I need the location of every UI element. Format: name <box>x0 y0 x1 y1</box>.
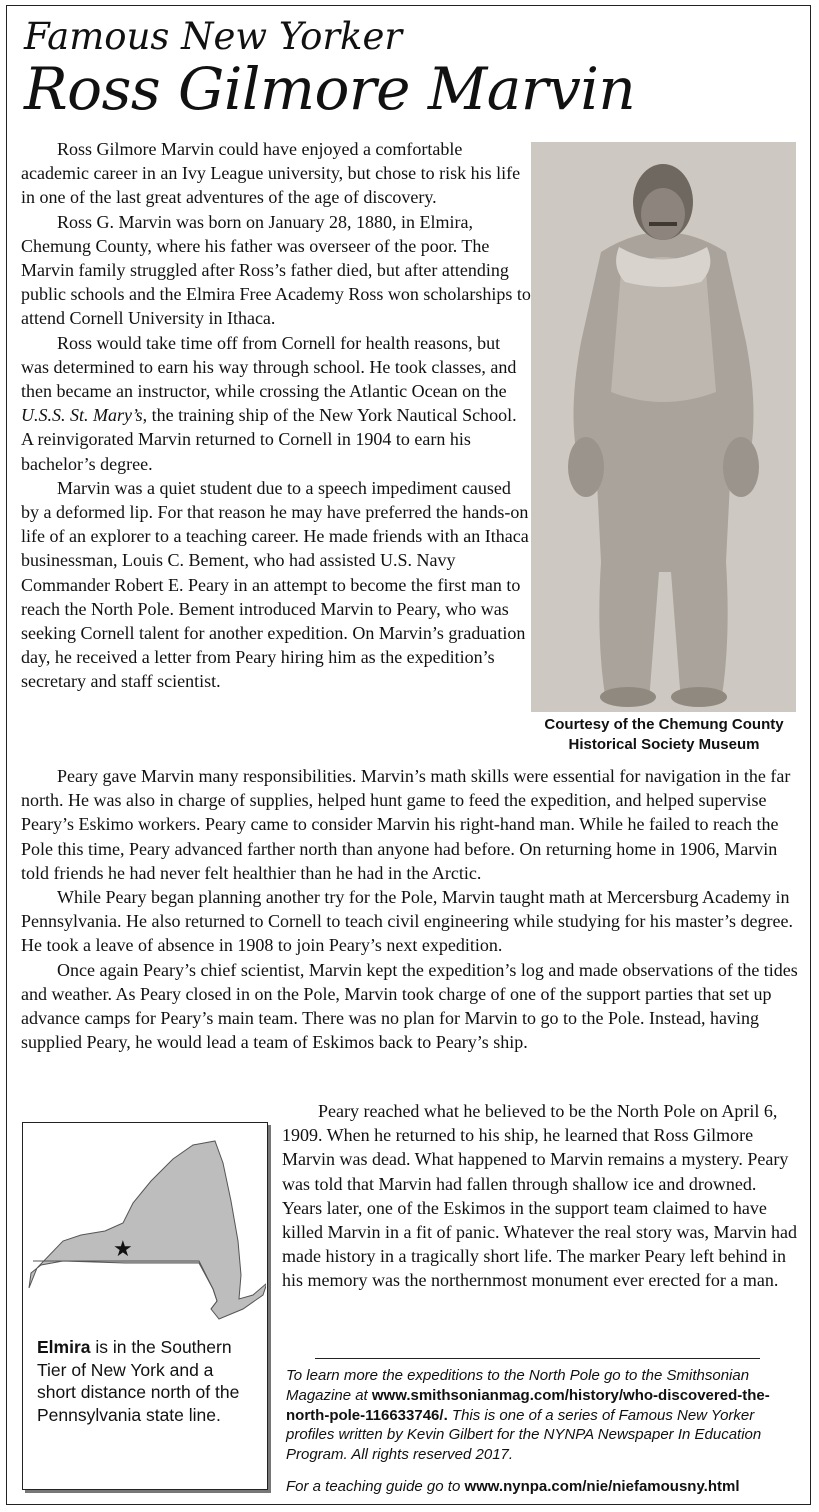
paragraph-intro: Ross Gilmore Marvin could have enjoyed a comfortable academic career in an Ivy League university, but chose to risk his life in one of the last great adventures of the age of discovery. <box>21 139 521 208</box>
more-info <box>286 1366 801 1465</box>
teaching-guide-text: For a teaching guide go to <box>286 1478 465 1495</box>
article-column-top <box>21 137 531 694</box>
paragraph-cornell-text-a: Ross would take time off from Cornell for health reasons, but was determined to earn his way through school. He took classes, and then became an instructor, while crossing the Atlantic Ocean on the <box>21 332 517 402</box>
paragraph-birth: Ross G. Marvin was born on January 28, 1880, in Elmira, Chemung County, where his father was overseer of the poor. The Marvin family struggled after Ross’s father died, but after attending public schools and the Elmira Free Academy Ross won scholarships to attend Cornell University in Ithaca. <box>21 211 531 329</box>
photo-caption: Courtesy of the Chemung County Historical Society Museum <box>544 716 784 753</box>
article-column-bottom <box>282 1099 797 1293</box>
map-caption-text: is in the Southern Tier of New York and a short distance north of the Pennsylvania state line. <box>37 1337 240 1425</box>
map-city: Elmira <box>37 1337 91 1357</box>
paragraph-peary-meeting: Marvin was a quiet student due to a speech impediment caused by a deformed lip. For that reason he may have preferred the hands-on life of an explorer to a teaching career. He made friends with an Ithaca businessman, Louis C. Bement, who had assisted U.S. Navy Commander Robert E. Peary in an attempt to become the first man to reach the North Pole. Bement introduced Marvin to Peary, who was seeking Cornell talent for another expedition. On Marvin’s graduation day, he received a letter from Peary hiring him as the expedition’s secretary and staff scientist. <box>21 477 529 692</box>
page-title: Ross Gilmore Marvin <box>24 55 636 123</box>
map-box <box>22 1122 268 1490</box>
ship-name: U.S.S. St. Mary’s <box>21 405 143 426</box>
map-caption <box>37 1336 257 1426</box>
paragraph-cornell-text-b: , the training ship of the New York Nautical School. A reinvigorated Marvin returned to Cornell in 1904 to earn his bachelor’s degree. <box>21 405 517 474</box>
new-york-state-map <box>23 1123 266 1333</box>
series-title: Famous New Yorker <box>24 15 403 58</box>
portrait-figure <box>531 142 796 712</box>
teaching-guide <box>286 1477 806 1497</box>
paragraph-responsibilities: Peary gave Marvin many responsibilities. Marvin’s math skills were essential for navigation in the far north. He was also in charge of supplies, helped hunt game to feed the expedition, and helped supervise Peary’s Eskimo workers. Peary came to consider Marvin his right-hand man. While he failed to reach the Pole this time, Peary advanced farther north than anyone had before. On returning home in 1906, Marvin told friends he had never felt healthier than he had in the Arctic. <box>21 766 791 883</box>
paragraph-expedition: Once again Peary’s chief scientist, Marvin kept the expedition’s log and made observations of the tides and weather. As Peary closed in on the Pole, Marvin took charge of one of the support parties that set up advance camps for Peary’s main team. There was no plan for Marvin to go to the Pole. Instead, having supplied Peary, he would lead a team of Eskimos back to Peary’s ship. <box>21 959 798 1053</box>
elmira-star-icon: ★ <box>113 1237 133 1262</box>
portrait-photo <box>531 142 796 712</box>
article-column-full <box>21 764 801 1054</box>
paragraph-mercersburg: While Peary began planning another try for the Pole, Marvin taught math at Mercersburg Academy in Pennsylvania. He also returned to Cornell to teach civil engineering while studying for his master’s degree. He took a leave of absence in 1908 to join Peary’s next expedition. <box>21 887 793 956</box>
more-info-text-a: To learn more the expeditions to the North Pole go to the Smithsonian Magazine at <box>286 1367 750 1404</box>
teaching-guide-link[interactable]: www.nynpa.com/nie/niefamousny.html <box>464 1478 740 1495</box>
smithsonian-link[interactable]: www.smithsonianmag.com/history/who-discovered-the-north-pole-116633746/. <box>286 1386 770 1424</box>
more-info-text-b: This is one of a series of Famous New Yorker profiles written by Kevin Gilbert for the NYNPA Newspaper In Education Program. All rights reserved 2017. <box>286 1406 762 1464</box>
paragraph-cornell <box>21 331 531 476</box>
divider <box>315 1358 760 1359</box>
paragraph-fate: Peary reached what he believed to be the North Pole on April 6, 1909. When he returned to his ship, he learned that Ross Gilmore Marvin was dead. What happened to Marvin remains a mystery. Peary was told that Marvin had fallen through shallow ice and drowned. Years later, one of the Eskimos in the support team claimed to have killed Marvin in a fit of panic. Whatever the real story was, Marvin had made history in a tragically short life. The marker Peary left behind in his memory was the northernmost monument ever erected for a man. <box>282 1101 798 1291</box>
